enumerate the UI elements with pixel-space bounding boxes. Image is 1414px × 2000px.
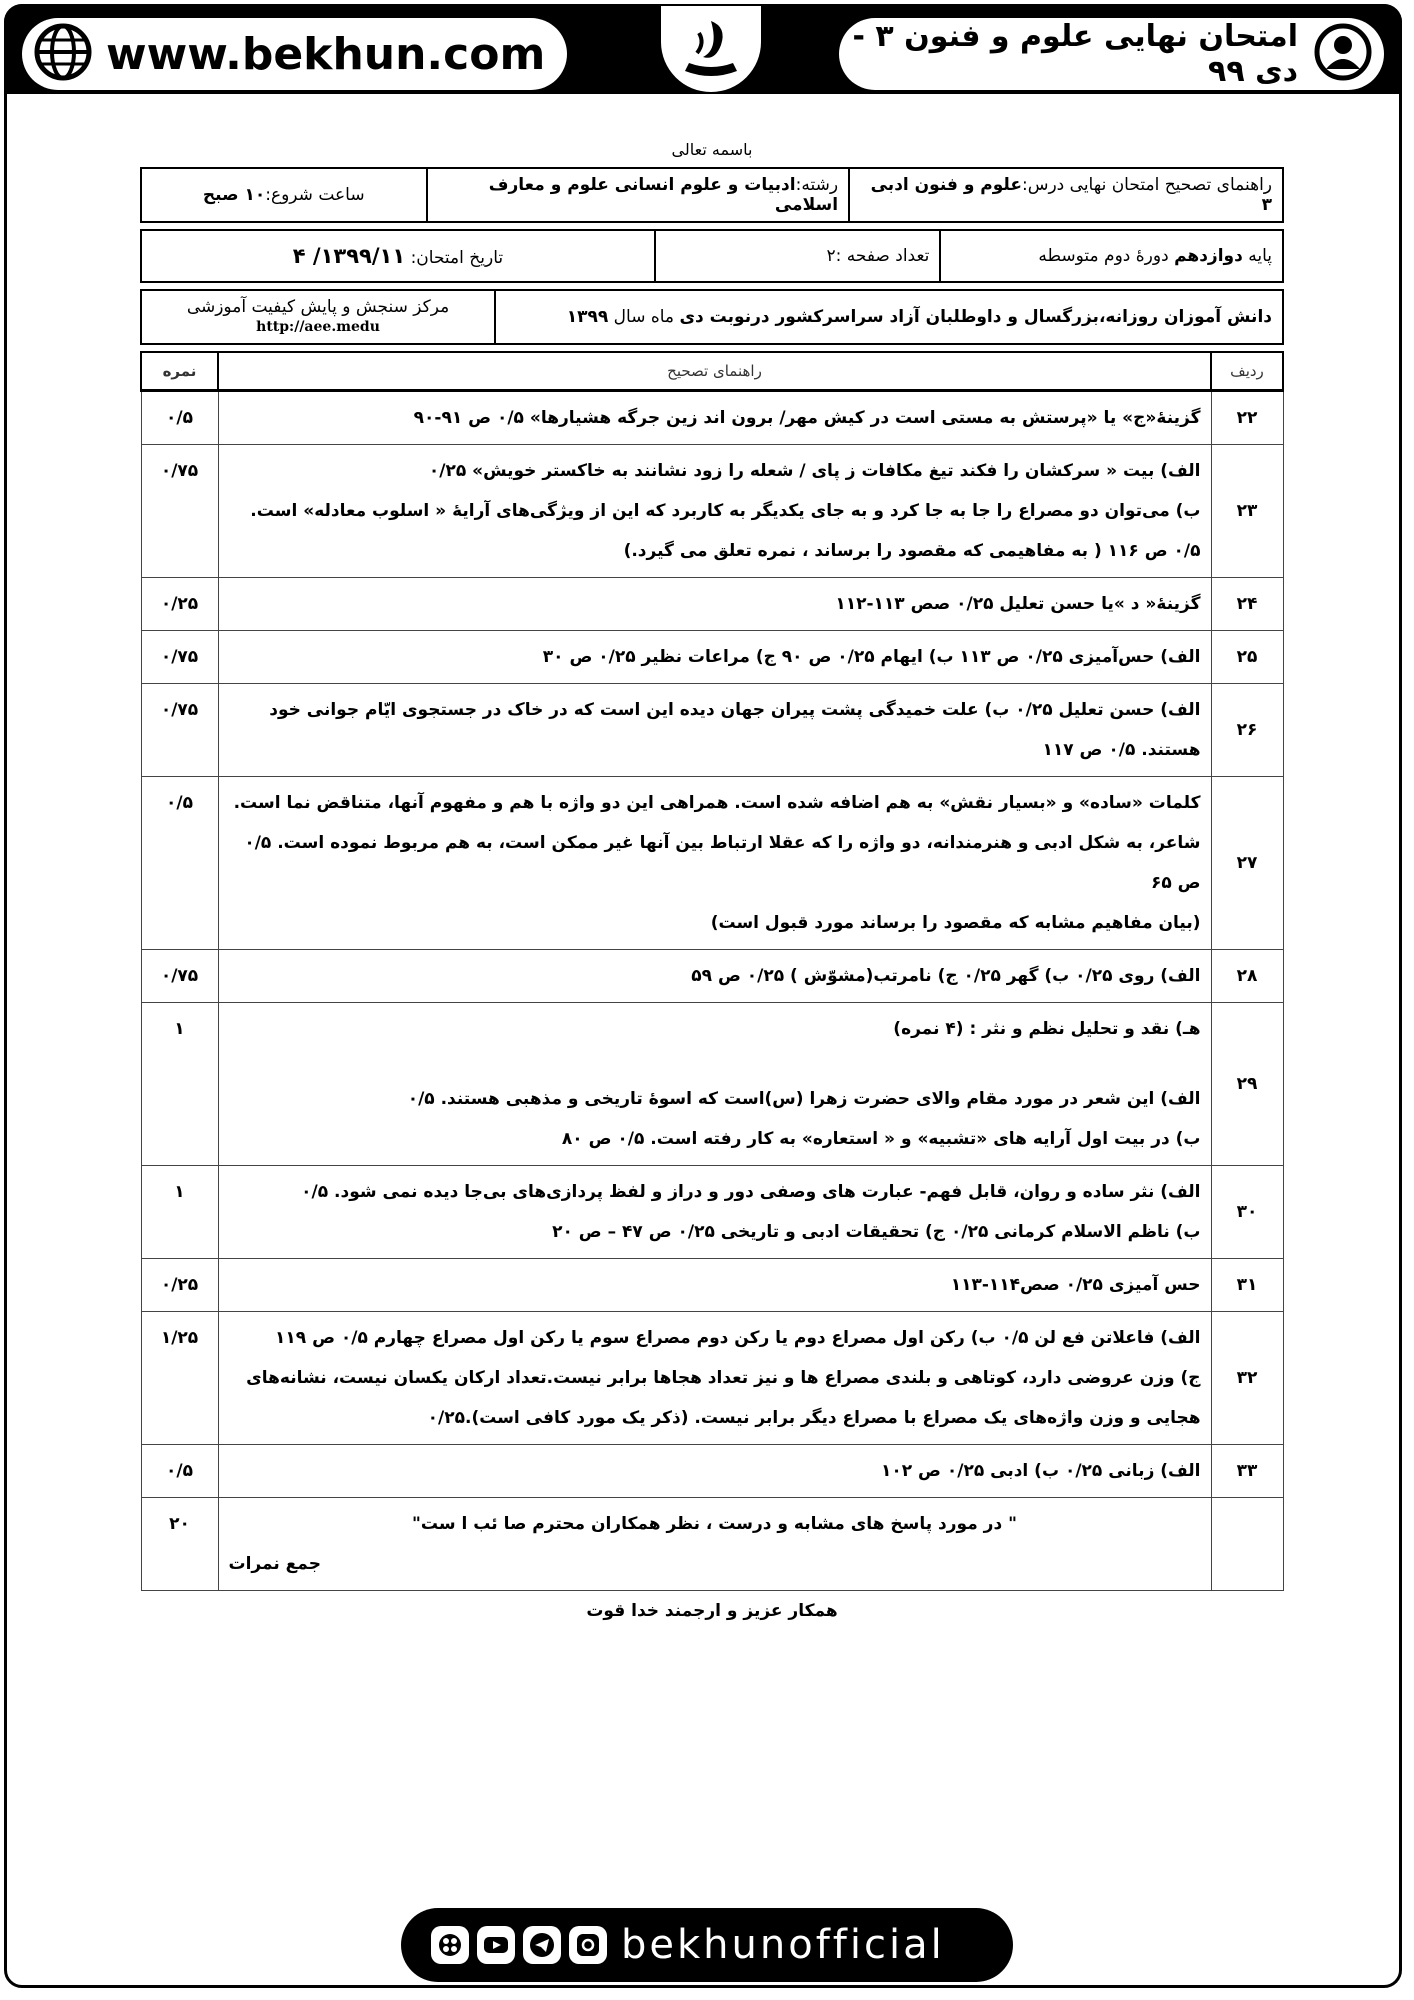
col-guide: راهنمای تصحیح [218,352,1211,391]
exam-title: امتحان نهایی علوم و فنون ۳ - دی ۹۹ [852,19,1298,89]
answer-table-header [141,352,1283,391]
row-answer [218,950,1211,1003]
answer-line: الف) فاعلاتن فع لن ۰/۵ ب) رکن اول مصراع دوم یا رکن دوم مصراع سوم یا رکن اول مصراع چهارم ۰/۵ ص ۱۱۹ [275,1328,1201,1348]
answer-line: شاعر، به شکل ادبی و هنرمندانه، دو واژه را که عقلا ارتباط بین آنها غیر ممکن است، به هم مربوط نموده است. ۰/۵ ص ۶۵ [244,833,1201,893]
answer-line: الف) حسن تعلیل ۰/۲۵ ب) علت خمیدگی پشت پیران جهان دیده این است که در خاک در جستجوی ایّام جوانی خود [269,700,1201,720]
row-number: ۲۶ [1211,684,1283,777]
answer-line: الف) زبانی ۰/۲۵ ب) ادبی ۰/۲۵ ص ۱۰۲ [881,1461,1201,1481]
row-number: ۲۳ [1211,445,1283,578]
closing-note: همکار عزیز و ارجمند خدا قوت [586,1601,838,1621]
social-handle[interactable]: bekhunofficial [621,1922,945,1968]
total-score: ۲۰ [141,1498,218,1591]
course-cell: راهنمای تصحیح امتحان نهایی درس:علوم و فنون ادبی ۳ [849,168,1283,222]
answer-row [141,631,1283,684]
row-number: ۲۹ [1211,1003,1283,1166]
center-cell: مرکز سنجش و پایش کیفیت آموزشی http://aee.medu [141,290,495,344]
row-answer [218,1312,1211,1445]
answer-line: ب) می‌توان دو مصراع را جا به جا کرد و به جای یکدیگر به کاربرد که این از ویژگی‌های آرایهٔ « اسلوب معادله» است. [250,501,1201,521]
answer-line: گزینهٔ« د »یا حسن تعلیل ۰/۲۵ صص ۱۱۳-۱۱۲ [835,594,1201,614]
answer-row [141,1259,1283,1312]
user-icon [1314,23,1372,85]
instagram-icon[interactable] [569,1926,607,1964]
row-score: ۰/۵ [141,1445,218,1498]
answer-row [141,1166,1283,1259]
center-url[interactable]: http://aee.medu [256,319,380,335]
row-answer [218,684,1211,777]
total-text [218,1498,1211,1591]
row-number: ۲۷ [1211,777,1283,950]
date-cell: تاریخ امتحان: ۱۳۹۹/۱۱/ ۴ [141,230,655,282]
row-number: ۳۲ [1211,1312,1283,1445]
site-url[interactable]: www.bekhun.com [106,28,546,80]
section-heading: هـ) نقد و تحلیل نظم و نثر : (۴ نمره) [893,1019,1201,1039]
exam-scope-table [140,289,1284,345]
row-score: ۰/۷۵ [141,631,218,684]
students-cell: دانش آموزان روزانه،بزرگسال و داوطلبان آزاد سراسرکشور درنوبت دی ماه سال ۱۳۹۹ [495,290,1283,344]
brand-logo-icon [661,6,761,92]
answer-row [141,445,1283,578]
answer-line: الف) بیت « سرکشان را فکند تیغ مکافات ز پای / شعله را زود نشانند به خاکستر خویش» ۰/۲۵ [428,461,1201,481]
social-bar[interactable] [401,1908,1013,1982]
bismillah: باسمه تعالی [671,140,753,159]
answer-line: الف) این شعر در مورد مقام والای حضرت زهرا (س)است که اسوهٔ تاریخی و مذهبی هستند. ۰/۵ [407,1089,1201,1109]
row-answer [218,1003,1211,1166]
answer-line: ب) در بیت اول آرایه های «تشبیه» و « استعاره» به کار رفته است. ۰/۵ ص ۸۰ [561,1129,1201,1149]
row-answer [218,445,1211,578]
answer-line: کلمات «ساده» و «بسیار نقش» به هم اضافه شده است. همراهی این دو واژه با هم و مفهوم آنها، متناقض نما است. [233,793,1201,813]
aparat-icon[interactable] [431,1926,469,1964]
row-score: ۰/۵ [141,777,218,950]
pages-cell: تعداد صفحه :۲ [655,230,941,282]
row-score: ۰/۵ [141,391,218,445]
row-number: ۲۴ [1211,578,1283,631]
row-answer [218,631,1211,684]
answer-line: (بیان مفاهیم مشابه که مقصود را برساند مورد قبول است) [710,913,1201,933]
exam-title-pill [839,18,1384,90]
row-score: ۰/۲۵ [141,578,218,631]
answer-row [141,1312,1283,1445]
answer-row [141,578,1283,631]
row-answer [218,1445,1211,1498]
row-answer [218,578,1211,631]
total-row [141,1498,1283,1591]
answer-line: الف) نثر ساده و روان، قابل فهم- عبارت های وصفی دور و دراز و لفظ پردازی‌های بی‌جا دیده نمی شود. ۰/۵ [301,1182,1201,1202]
row-number: ۲۸ [1211,950,1283,1003]
site-pill[interactable] [22,18,567,90]
answer-row [141,777,1283,950]
answer-line: حس آمیزی ۰/۲۵ صص۱۱۴-۱۱۳ [950,1275,1201,1295]
row-number: ۳۰ [1211,1166,1283,1259]
exam-grade-table [140,229,1284,283]
total-label: جمع نمرات [228,1554,321,1574]
row-number: ۳۳ [1211,1445,1283,1498]
answer-row [141,1003,1283,1166]
globe-icon [34,23,92,85]
answer-line: الف) حس‌آمیزی ۰/۲۵ ص ۱۱۳ ب) ایهام ۰/۲۵ ص ۹۰ ج) مراعات نظیر ۰/۲۵ ص ۳۰ [542,647,1201,667]
row-score: ۱ [141,1166,218,1259]
answer-row [141,950,1283,1003]
youtube-icon[interactable] [477,1926,515,1964]
answer-line: ۰/۵ ص ۱۱۶ ( به مفاهیمی که مقصود را برساند ، نمره تعلق می گیرد.) [623,541,1201,561]
answer-row [141,1445,1283,1498]
answer-line: گزینهٔ«ج» یا «پرستش به مستی است در کیش مهر/ برون اند زین جرگه هشیارها» ۰/۵ ص ۹۱-۹۰ [413,408,1201,428]
total-note: " در مورد پاسخ های مشابه و درست ، نظر همکاران محترم صا ئب ا ست" [412,1514,1017,1534]
answer-row [141,684,1283,777]
row-score: ۱/۲۵ [141,1312,218,1445]
col-score: نمره [141,352,218,391]
row-score: ۰/۷۵ [141,684,218,777]
telegram-icon[interactable] [523,1926,561,1964]
social-icons [431,1926,607,1964]
field-cell: رشته:ادبیات و علوم انسانی علوم و معارف اسلامی [427,168,850,222]
row-answer [218,777,1211,950]
answer-line: ج) وزن عروضی دارد، کوتاهی و بلندی مصراع ها و نیز تعداد هجاها برابر نیست.تعداد ارکان یکسان نیست، نشانه‌های [246,1368,1201,1388]
row-score: ۰/۷۵ [141,950,218,1003]
grade-cell: پایه دوازدهم دورهٔ دوم متوسطه [940,230,1283,282]
row-score: ۱ [141,1003,218,1166]
row-answer [218,1166,1211,1259]
answer-table [140,351,1284,1591]
answer-row [141,391,1283,445]
row-number: ۲۲ [1211,391,1283,445]
col-row: ردیف [1211,352,1283,391]
row-answer [218,1259,1211,1312]
exam-info-table [140,167,1284,223]
answer-line: هجایی و وزن واژه‌های یک مصراع با مصراع دیگر برابر نیست. (ذکر یک مورد کافی است).۰/۲۵ [427,1408,1201,1428]
top-banner [4,4,1402,94]
total-num [1211,1498,1283,1591]
row-number: ۲۵ [1211,631,1283,684]
answer-key-document [140,140,1284,1621]
row-number: ۳۱ [1211,1259,1283,1312]
answer-line: هستند. ۰/۵ ص ۱۱۷ [1042,740,1201,760]
row-answer [218,391,1211,445]
start-time-cell: ساعت شروع:۱۰ صبح [141,168,427,222]
row-score: ۰/۷۵ [141,445,218,578]
answer-line: ب) ناظم الاسلام کرمانی ۰/۲۵ ج) تحقیقات ادبی و تاریخی ۰/۲۵ ص ۴۷ – ص ۲۰ [552,1222,1201,1242]
answer-line: الف) روی ۰/۲۵ ب) گهر ۰/۲۵ ج) نامرتب(مشوّش ) ۰/۲۵ ص ۵۹ [691,966,1201,986]
row-score: ۰/۲۵ [141,1259,218,1312]
